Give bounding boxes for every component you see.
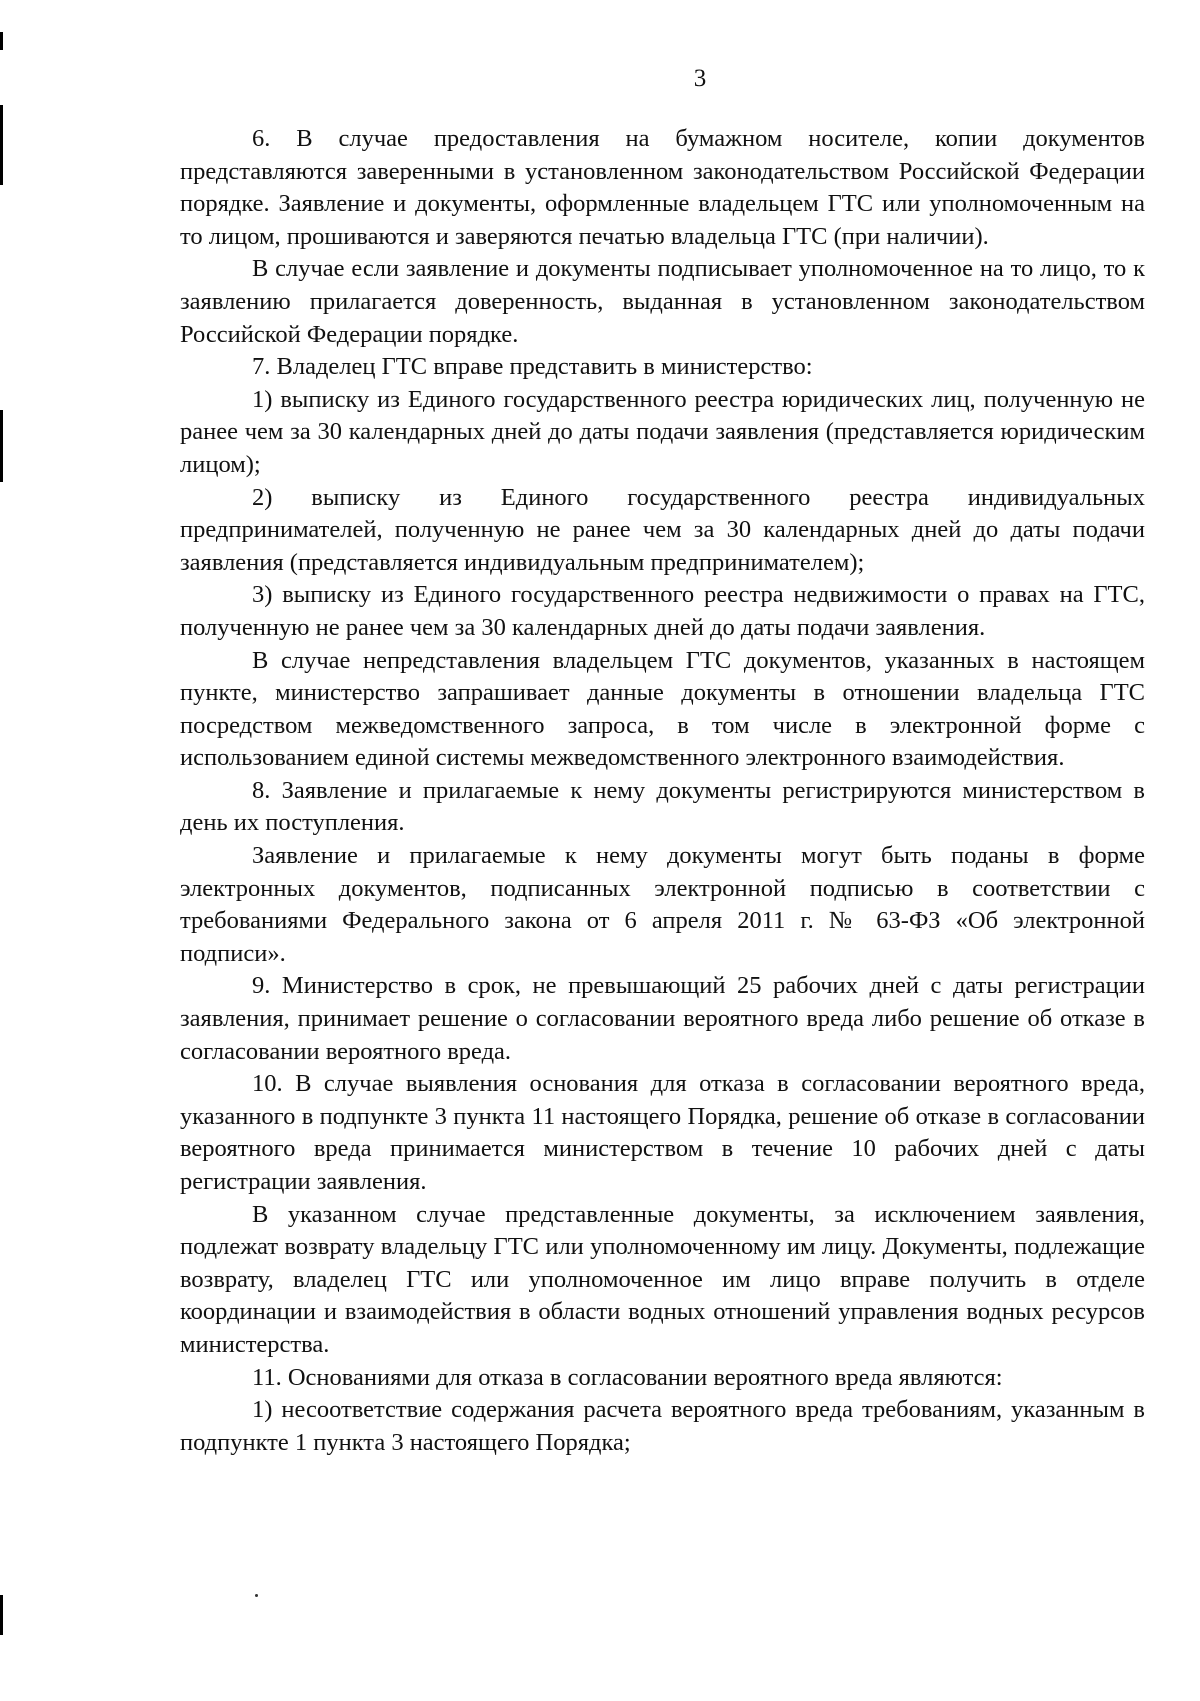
page-number: 3: [693, 65, 707, 92]
paragraph: 7. Владелец ГТС вправе представить в министерство:: [252, 353, 813, 381]
paragraph: В случае если заявление и документы подписывает уполномоченное на то лицо, то к заявлению прилагается доверенность, выданная в установленном законодательством Российской Федерации порядке.: [180, 255, 1145, 348]
paragraph: 9. Министерство в срок, не превышающий 25 рабочих дней с даты регистрации заявления, принимает решение о согласовании вероятного вреда либо решение об отказе в согласовании вероятного вреда.: [180, 972, 1145, 1065]
paragraph: 10. В случае выявления основания для отказа в согласовании вероятного вреда, указанного в подпункте 3 пункта 11 настоящего Порядка, решение об отказе в согласовании вероятного вреда принимается министерством в течение 10 рабочих дней с даты регистрации заявления.: [180, 1070, 1145, 1195]
paragraph: 2) выписку из Единого государственного реестра индивидуальных предпринимателей, полученную не ранее чем за 30 календарных дней до даты подачи заявления (представляется индивидуальным предпринимателем);: [180, 483, 1145, 576]
document-body: [180, 123, 1145, 1459]
paragraph: В указанном случае представленные документы, за исключением заявления, подлежат возврату владельцу ГТС или уполномоченному им лицу. Документы, подлежащие возврату, владелец ГТС или уполномоченное им лицо вправе получить в отделе координации и взаимодействия в области водных отношений управления водных ресурсов министерства.: [180, 1200, 1145, 1358]
paragraph: 11. Основаниями для отказа в согласовании вероятного вреда являются:: [252, 1363, 1003, 1391]
paragraph: 1) несоответствие содержания расчета вероятного вреда требованиям, указанным в подпункте 1 пункта 3 настоящего Порядка;: [180, 1396, 1145, 1456]
paragraph: 6. В случае предоставления на бумажном носителе, копии документов представляются заверенными в установленном законодательством Российской Федерации порядке. Заявление и документы, оформленные владельцем ГТС или уполномоченным на то лицом, прошиваются и заверяются печатью владельца ГТС (при наличии).: [180, 125, 1145, 250]
scan-speck: [255, 1594, 258, 1597]
paragraph: 1) выписку из Единого государственного реестра юридических лиц, полученную не ранее чем за 30 календарных дней до даты подачи заявления (представляется юридическим лицом);: [180, 385, 1145, 478]
paragraph: Заявление и прилагаемые к нему документы могут быть поданы в форме электронных документов, подписанных электронной подписью в соответствии с требованиями Федерального закона от 6 апреля 2011 г. № 63-ФЗ «Об электронной подписи».: [180, 842, 1145, 967]
paragraph: В случае непредставления владельцем ГТС документов, указанных в настоящем пункте, министерство запрашивает данные документы в отношении владельца ГТС посредством межведомственного запроса, в том числе в электронной форме с использованием единой системы межведомственного электронного взаимодействия.: [180, 646, 1145, 772]
scan-edge-mark: [0, 105, 3, 185]
scan-edge-mark: [0, 32, 3, 50]
paragraph: 3) выписку из Единого государственного реестра недвижимости о правах на ГТС, полученную не ранее чем за 30 календарных дней до даты подачи заявления.: [180, 581, 1145, 641]
scan-edge-mark: [0, 1595, 3, 1635]
paragraph: 8. Заявление и прилагаемые к нему документы регистрируются министерством в день их поступления.: [180, 776, 1145, 837]
scan-edge-mark: [0, 410, 3, 482]
